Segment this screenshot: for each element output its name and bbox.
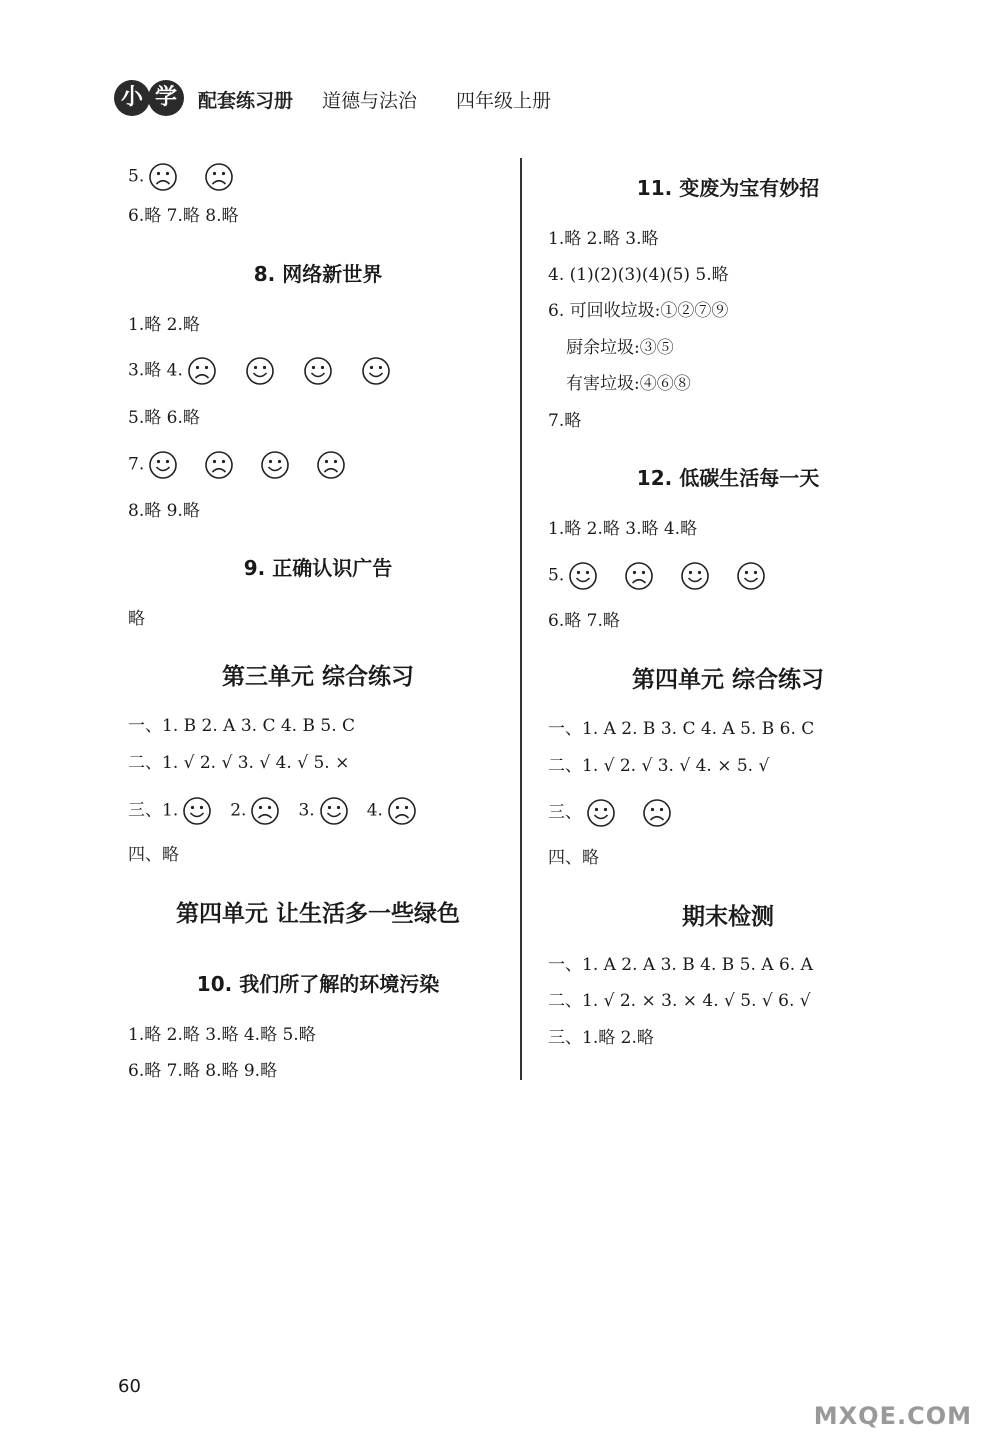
- answer-line: 三、1.略 2.略: [548, 1028, 654, 1048]
- frown-face-icon: [642, 798, 672, 828]
- page-header: [110, 78, 610, 122]
- answer-line: 1.略 2.略 3.略 4.略: [548, 519, 698, 539]
- answer-line: 5.略 6.略: [128, 408, 200, 428]
- answer-text: 3.: [298, 800, 315, 821]
- answer-text: 5.: [128, 166, 145, 187]
- answer-text: 4.: [366, 800, 383, 821]
- answer-line: 1.略 2.略: [128, 315, 200, 335]
- smiley-face-icon: [361, 356, 391, 386]
- answer-text: 7.: [128, 454, 145, 475]
- answer-line: [548, 561, 770, 591]
- answer-text: 2.: [230, 800, 247, 821]
- smiley-face-icon: [736, 561, 766, 591]
- answer-line: 厨余垃圾:③⑤: [566, 338, 674, 358]
- subject-title: 道德与法治: [322, 90, 418, 112]
- logo-char-2: 学: [148, 80, 184, 116]
- column-divider: [520, 158, 522, 1080]
- answer-text: 三、: [548, 802, 582, 823]
- smiley-face-icon: [148, 450, 178, 480]
- exam-title: 期末检测: [682, 903, 774, 930]
- answer-line: 6.略 7.略: [548, 611, 620, 631]
- answer-text: 3.略 4.: [128, 360, 183, 381]
- lesson-title: 9. 正确认识广告: [243, 556, 393, 580]
- answer-line: 一、1. A 2. A 3. B 4. B 5. A 6. A: [548, 955, 813, 975]
- lesson-title: 11. 变废为宝有妙招: [636, 176, 820, 200]
- answer-line: 6.略 7.略 8.略: [128, 206, 239, 226]
- frown-face-icon: [148, 162, 178, 192]
- answer-line: 略: [128, 609, 145, 629]
- frown-face-icon: [204, 450, 234, 480]
- answer-line: 四、略: [548, 848, 599, 868]
- frown-face-icon: [624, 561, 654, 591]
- smiley-face-icon: [586, 798, 616, 828]
- answer-text: 三、1.: [128, 800, 179, 821]
- frown-face-icon: [316, 450, 346, 480]
- answer-line: 二、1. √ 2. √ 3. √ 4. × 5. √: [548, 756, 770, 776]
- frown-face-icon: [187, 356, 217, 386]
- unit-title: 第四单元 综合练习: [631, 666, 824, 693]
- answer-text: 5.: [548, 565, 565, 586]
- answer-line: 一、1. B 2. A 3. C 4. B 5. C: [128, 716, 356, 736]
- smiley-face-icon: [245, 356, 275, 386]
- answer-line: 8.略 9.略: [128, 501, 200, 521]
- answer-line: 6. 可回收垃圾:①②⑦⑨: [548, 301, 729, 321]
- lesson-title: 12. 低碳生活每一天: [636, 466, 820, 490]
- unit-title: 第三单元 综合练习: [221, 663, 414, 690]
- smiley-face-icon: [680, 561, 710, 591]
- answer-line: [128, 162, 238, 192]
- page-number: 60: [118, 1376, 141, 1397]
- frown-face-icon: [387, 796, 417, 826]
- answer-line: 1.略 2.略 3.略 4.略 5.略: [128, 1025, 316, 1045]
- answer-line: 四、略: [128, 845, 179, 865]
- answer-line: 1.略 2.略 3.略: [548, 229, 659, 249]
- smiley-face-icon: [319, 796, 349, 826]
- lesson-title: 8. 网络新世界: [253, 262, 383, 286]
- lesson-title: 10. 我们所了解的环境污染: [196, 972, 440, 996]
- smiley-face-icon: [260, 450, 290, 480]
- smiley-face-icon: [182, 796, 212, 826]
- watermark: MXQE.COM: [813, 1402, 972, 1430]
- answer-line: [548, 798, 676, 828]
- answer-line: 4. (1)(2)(3)(4)(5) 5.略: [548, 265, 729, 285]
- logo-char-1: 小: [114, 80, 150, 116]
- smiley-face-icon: [303, 356, 333, 386]
- answer-line: 7.略: [548, 411, 582, 431]
- answer-line: 二、1. √ 2. √ 3. √ 4. √ 5. ×: [128, 753, 350, 773]
- book-title: 配套练习册: [198, 90, 294, 112]
- answer-line: [128, 796, 421, 826]
- answer-line: [128, 356, 395, 386]
- answer-line: 6.略 7.略 8.略 9.略: [128, 1061, 278, 1081]
- grade-title: 四年级上册: [456, 90, 552, 112]
- answer-line: 一、1. A 2. B 3. C 4. A 5. B 6. C: [548, 719, 815, 739]
- unit-title: 第四单元 让生活多一些绿色: [175, 900, 460, 927]
- smiley-face-icon: [568, 561, 598, 591]
- answer-line: 二、1. √ 2. × 3. × 4. √ 5. √ 6. √: [548, 991, 811, 1011]
- answer-line: 有害垃圾:④⑥⑧: [566, 374, 691, 394]
- logo: [110, 78, 188, 118]
- answer-line: [128, 450, 350, 480]
- frown-face-icon: [250, 796, 280, 826]
- frown-face-icon: [204, 162, 234, 192]
